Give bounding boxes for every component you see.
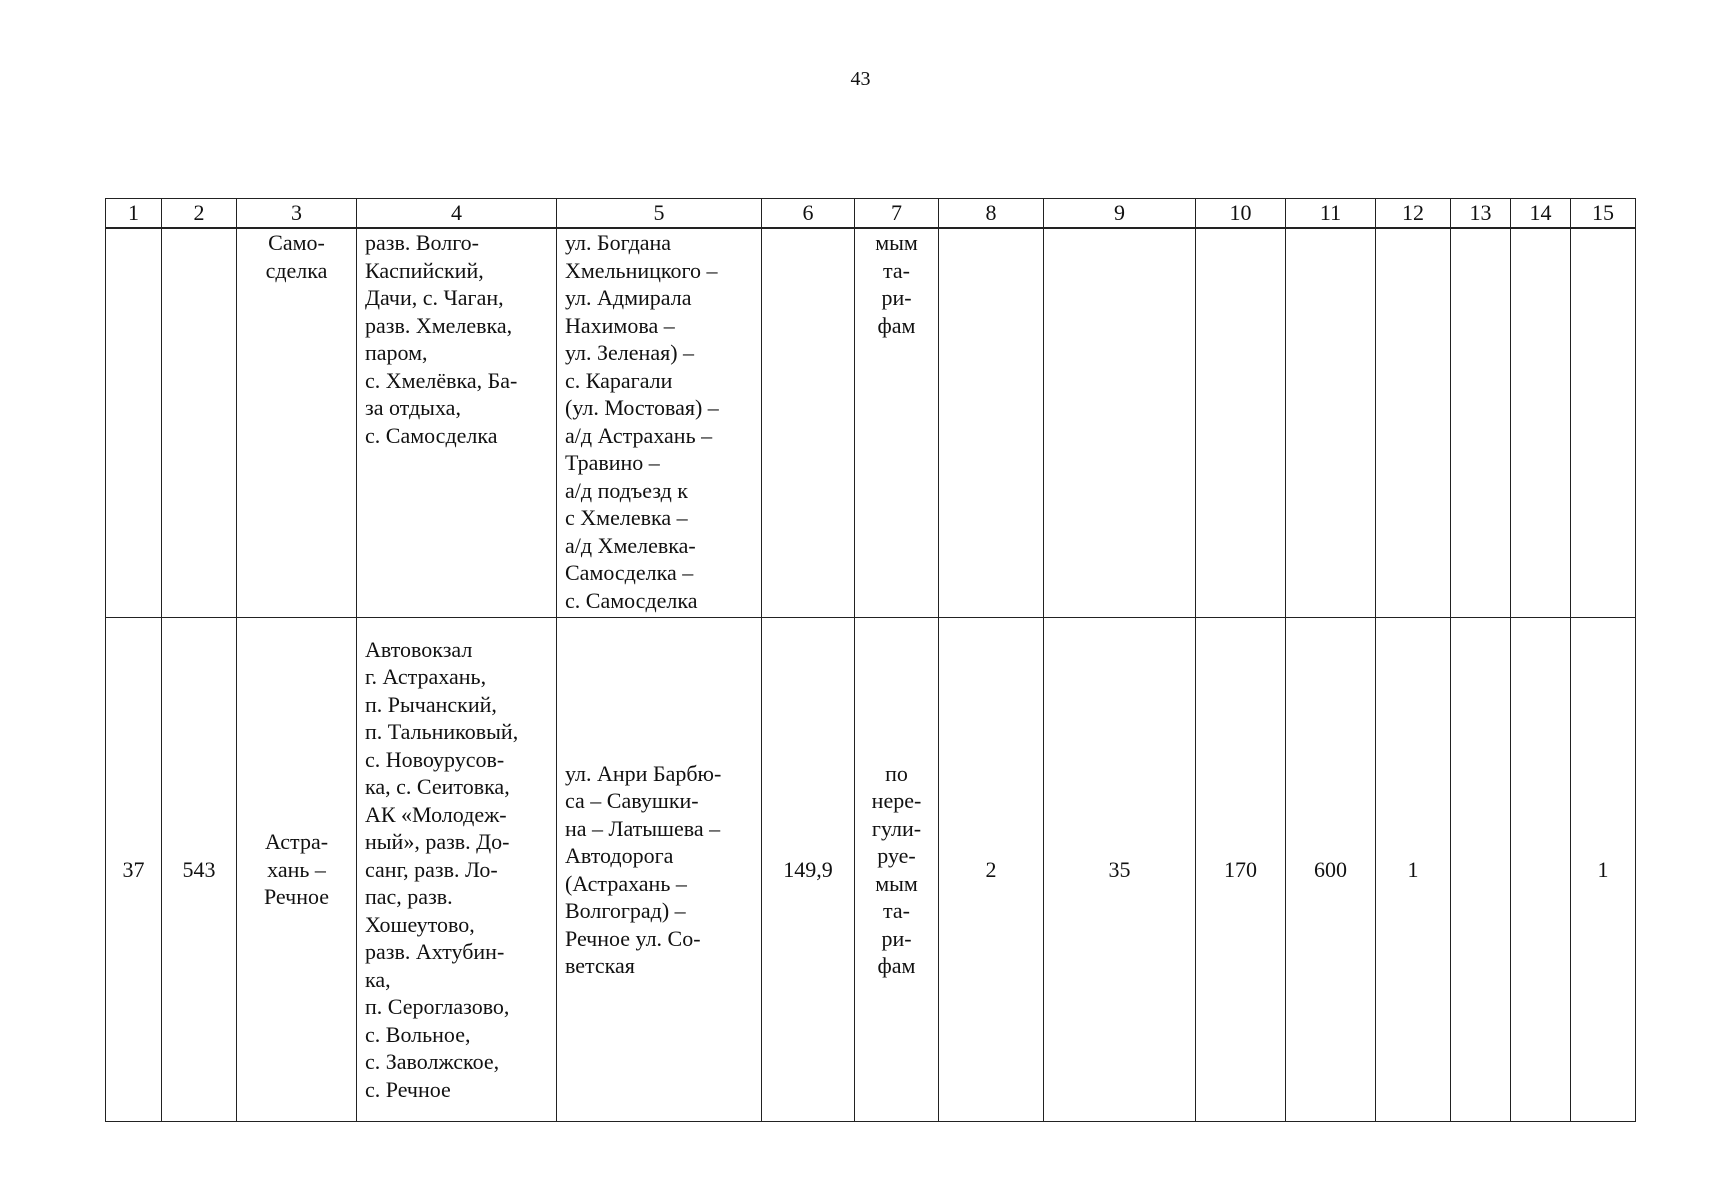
column-header-4: 4 bbox=[357, 199, 557, 229]
cell-stops bbox=[357, 228, 557, 618]
cell-number bbox=[106, 228, 162, 618]
route-name-text: Само- сделка bbox=[265, 230, 328, 283]
table-row-37 bbox=[106, 618, 1636, 1122]
tariff-text: мым та- ри- фам bbox=[875, 230, 918, 338]
column-header-11: 11 bbox=[1286, 199, 1376, 229]
cell-col8 bbox=[939, 228, 1044, 618]
cell-route-name bbox=[237, 618, 357, 1122]
cell-col9 bbox=[1044, 228, 1196, 618]
column-header-8: 8 bbox=[939, 199, 1044, 229]
table-row-continuation bbox=[106, 228, 1636, 618]
cell-col14 bbox=[1511, 228, 1571, 618]
column-header-10: 10 bbox=[1196, 199, 1286, 229]
column-header-3: 3 bbox=[237, 199, 357, 229]
cell-col14 bbox=[1511, 618, 1571, 1122]
cell-route-code: 543 bbox=[162, 618, 237, 1122]
column-header-5: 5 bbox=[557, 199, 762, 229]
column-header-12: 12 bbox=[1376, 199, 1451, 229]
stops-text: Автовокзал г. Астрахань, п. Рычанский, п. Тальниковый, с. Новоурусов- ка, с. Сеитовка, АК «Молодеж- ный», разв. До- санг, разв. Ло- пас, разв. Хошеутово, разв. Ахтубин- ка, п. Сероглазово, с. Вольное, с. Заволжское, с. Речное bbox=[365, 636, 519, 1102]
cell-streets bbox=[557, 228, 762, 618]
cell-route-code bbox=[162, 228, 237, 618]
column-header-1: 1 bbox=[106, 199, 162, 229]
cell-col11: 600 bbox=[1286, 618, 1376, 1122]
streets-text: ул. Анри Барбю- са – Савушки- на – Латышева – Автодорога (Астрахань – Волгоград) – Речное ул. Со- ветская bbox=[565, 760, 722, 978]
column-header-14: 14 bbox=[1511, 199, 1571, 229]
streets-text: ул. Богдана Хмельницкого – ул. Адмирала Нахимова – ул. Зеленая) – с. Карагали (ул. Мостовая) – а/д Астрахань – Травино – а/д подъезд к с Хмелевка – а/д Хмелевка- Самосделка – с. Самосделка bbox=[565, 230, 719, 613]
cell-col15 bbox=[1571, 228, 1636, 618]
column-header-15: 15 bbox=[1571, 199, 1636, 229]
cell-col9: 35 bbox=[1044, 618, 1196, 1122]
column-header-7: 7 bbox=[855, 199, 939, 229]
cell-col8: 2 bbox=[939, 618, 1044, 1122]
column-header-6: 6 bbox=[762, 199, 855, 229]
cell-col12: 1 bbox=[1376, 618, 1451, 1122]
cell-number: 37 bbox=[106, 618, 162, 1122]
stops-text: разв. Волго- Каспийский, Дачи, с. Чаган, разв. Хмелевка, паром, с. Хмелёвка, Ба- за отдыха, с. Самосделка bbox=[365, 230, 518, 448]
cell-col10 bbox=[1196, 228, 1286, 618]
cell-col13 bbox=[1451, 228, 1511, 618]
column-header-9: 9 bbox=[1044, 199, 1196, 229]
cell-col13 bbox=[1451, 618, 1511, 1122]
tariff-text: по нере- гули- руе- мым та- ри- фам bbox=[871, 760, 922, 978]
cell-length: 149,9 bbox=[762, 618, 855, 1122]
cell-col15: 1 bbox=[1571, 618, 1636, 1122]
column-header-2: 2 bbox=[162, 199, 237, 229]
cell-tariff bbox=[855, 228, 939, 618]
route-table bbox=[105, 198, 1636, 1122]
cell-route-name bbox=[237, 228, 357, 618]
cell-col10: 170 bbox=[1196, 618, 1286, 1122]
page-number: 43 bbox=[850, 68, 871, 90]
cell-length bbox=[762, 228, 855, 618]
cell-stops bbox=[357, 618, 557, 1122]
cell-col12 bbox=[1376, 228, 1451, 618]
cell-tariff bbox=[855, 618, 939, 1122]
route-name-text: Астра- хань – Речное bbox=[263, 829, 330, 910]
cell-col11 bbox=[1286, 228, 1376, 618]
column-header-13: 13 bbox=[1451, 199, 1511, 229]
header-row bbox=[106, 199, 1636, 229]
cell-streets bbox=[557, 618, 762, 1122]
